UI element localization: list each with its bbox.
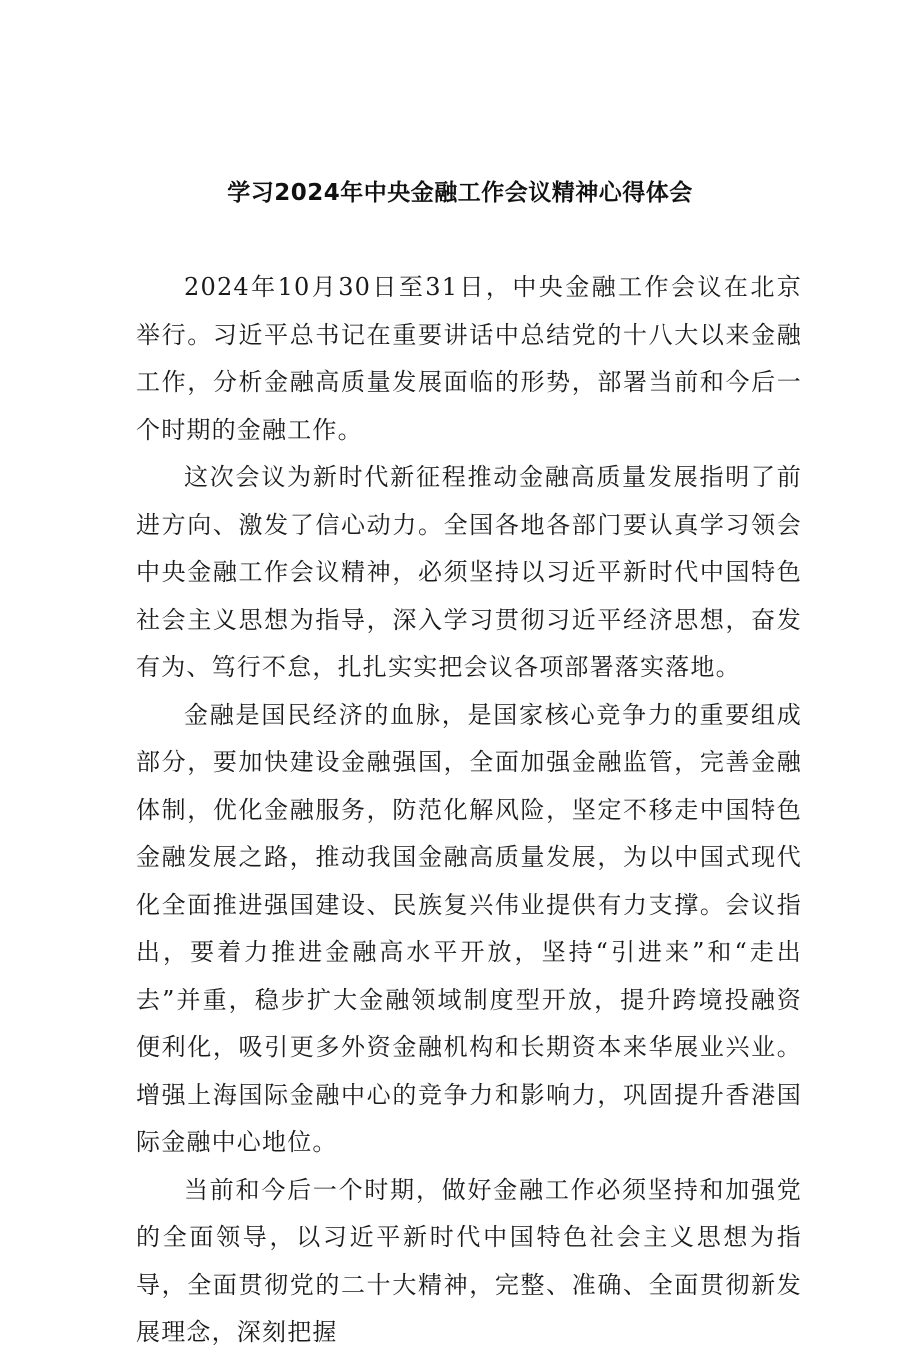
paragraph: 这次会议为新时代新征程推动金融高质量发展指明了前进方向、激发了信心动力。全国各地各部门要认真学习领会中央金融工作会议精神，必须坚持以习近平新时代中国特色社会主义思想为指导，深入学习贯彻习近平经济思想，奋发有为、笃行不怠，扎扎实实把会议各项部署落实落地。 [136, 463, 802, 681]
document-body [136, 264, 802, 1357]
document-title: 学习2024年中央金融工作会议精神心得体会 [227, 180, 693, 206]
paragraph: 当前和今后一个时期，做好金融工作必须坚持和加强党的全面领导，以习近平新时代中国特色社会主义思想为指导，全面贯彻党的二十大精神，完整、准确、全面贯彻新发展理念，深刻把握 [136, 1175, 802, 1346]
paragraph: 金融是国民经济的血脉，是国家核心竞争力的重要组成部分，要加快建设金融强国，全面加强金融监管，完善金融体制，优化金融服务，防范化解风险，坚定不移走中国特色金融发展之路，推动我国金融高质量发展，为以中国式现代化全面推进强国建设、民族复兴伟业提供有力支撑。会议指出，要着力推进金融高水平开放，坚持“引进来”和“走出去”并重，稳步扩大金融领域制度型开放，提升跨境投融资便利化，吸引更多外资金融机构和长期资本来华展业兴业。增强上海国际金融中心的竞争力和影响力，巩固提升香港国际金融中心地位。 [136, 700, 802, 1156]
paragraph: 2024年10月30日至31日，中央金融工作会议在北京举行。习近平总书记在重要讲话中总结党的十八大以来金融工作，分析金融高质量发展面临的形势，部署当前和今后一个时期的金融工作。 [136, 273, 802, 444]
